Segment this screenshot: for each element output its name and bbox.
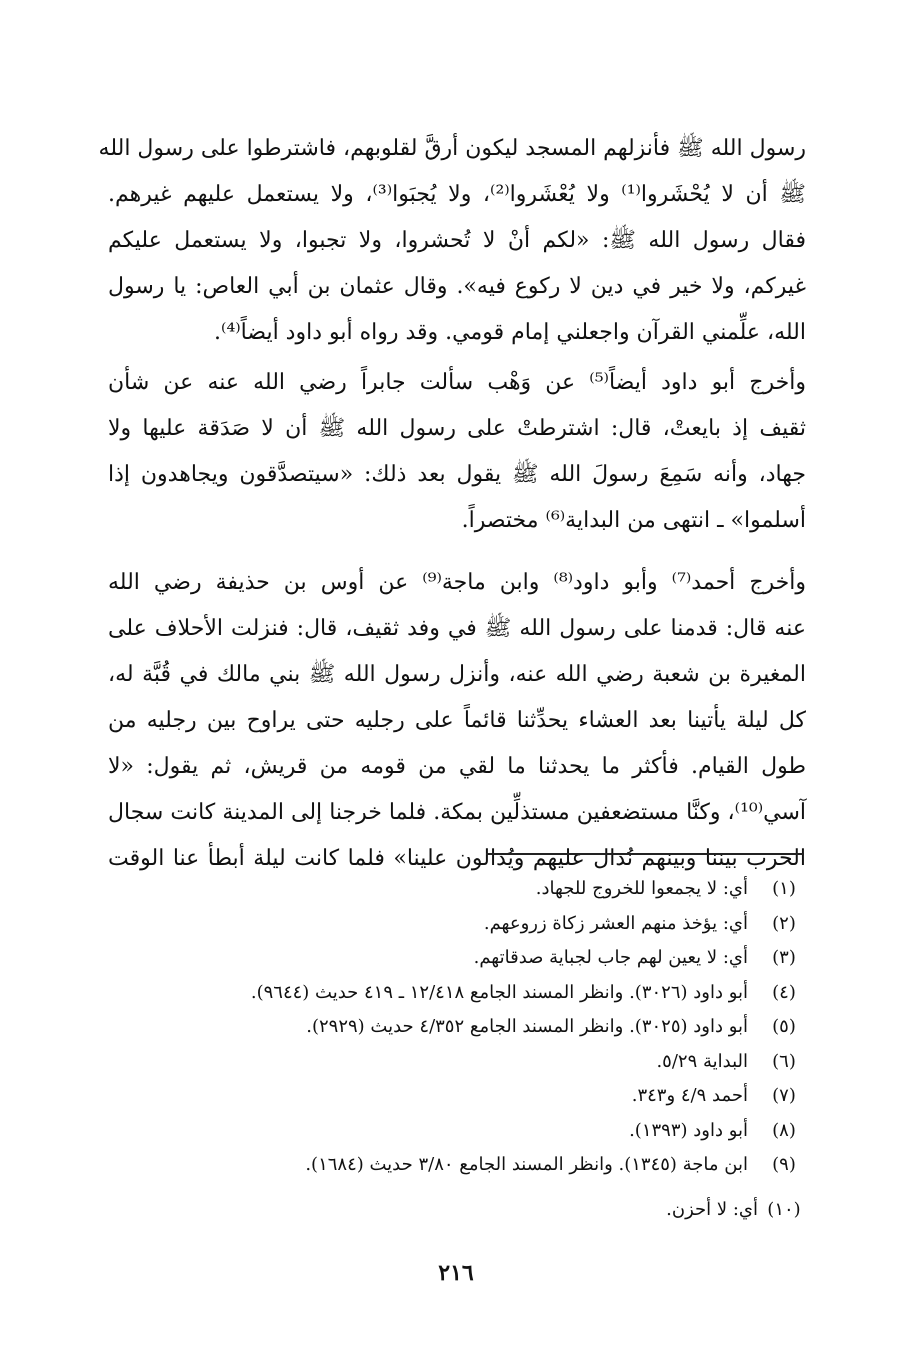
footnote-text: أحمد ٤/٩ و٣٤٣. bbox=[631, 1085, 748, 1106]
footnote bbox=[106, 1148, 806, 1183]
footnote-number: (٤) bbox=[772, 981, 796, 1003]
footnote bbox=[106, 1010, 806, 1045]
footnote-text: البداية ٥/٢٩. bbox=[656, 1050, 748, 1072]
footnote-text: أي: لا يجمعوا للخروج للجهاد. bbox=[535, 878, 748, 899]
footnote-number: (٣) bbox=[772, 947, 796, 968]
footnote-text: أي: يؤخذ منهم العشر زكاة زروعهم. bbox=[483, 912, 748, 934]
main-text bbox=[98, 126, 806, 882]
page-number: ٢١٦ bbox=[438, 1260, 474, 1286]
text-line: وأخرج أبو داود أيضاً⁽⁵⁾ عن وَهْب سألت جابراً رضي الله عنه عن شأن bbox=[108, 370, 806, 395]
footnote-number: (٦) bbox=[772, 1050, 796, 1072]
footnote-separator bbox=[486, 853, 804, 855]
footnote-text: أبو داود (٣٠٢٦). وانظر المسند الجامع ١٢/٤١٨ ـ ٤١٩ حديث (٩٦٤٤). bbox=[250, 981, 748, 1003]
footnote-number: (٨) bbox=[772, 1119, 796, 1141]
text-line: عنه قال: قدمنا على رسول الله ﷺ في وفد ثقيف، قال: فنزلت الأحلاف على bbox=[108, 616, 806, 641]
footnote-text: أبو داود (٣٠٢٥). وانظر المسند الجامع ٤/٣٥٢ حديث (٢٩٢٩). bbox=[306, 1016, 748, 1037]
text-line: فقال رسول الله ﷺ: «لكم أنْ لا تُحشروا، ولا تجبوا، ولا يستعمل عليكم bbox=[108, 228, 806, 253]
footnote-number: (٩) bbox=[772, 1154, 796, 1175]
footnote-text: أبو داود (١٣٩٣). bbox=[629, 1119, 748, 1141]
text-line: الحرب بيننا وبينهم نُدال عليهم ويُدالون علينا» فلما كانت ليلة أبطأ عنا الوقت bbox=[108, 846, 806, 871]
paragraph-2 bbox=[108, 360, 806, 544]
text-line: الله، علِّمني القرآن واجعلني إمام قومي. وقد رواه أبو داود أيضاً⁽⁴⁾. bbox=[214, 320, 806, 345]
footnote-number: (٥) bbox=[772, 1016, 796, 1037]
text-line: غيركم، ولا خير في دين لا ركوع فيه». وقال عثمان بن أبي العاص: يا رسول bbox=[108, 274, 806, 299]
text-line: المغيرة بن شعبة رضي الله عنه، وأنزل رسول الله ﷺ بني مالك في قُبَّة له، bbox=[108, 662, 806, 687]
text-line: ثقيف إذ بايعتْ، قال: اشترطتْ على رسول الله ﷺ أن لا صَدَقة عليها ولا bbox=[108, 416, 806, 441]
footnote bbox=[106, 976, 806, 1011]
footnote-text: ابن ماجة (١٣٤٥). وانظر المسند الجامع ٣/٨٠ حديث (١٦٨٤). bbox=[305, 1154, 748, 1175]
footnote bbox=[106, 907, 806, 942]
text-line: وأخرج أحمد⁽⁷⁾ وأبو داود⁽⁸⁾ وابن ماجة⁽⁹⁾ عن أوس بن حذيفة رضي الله bbox=[108, 570, 806, 595]
paragraph-1 bbox=[98, 126, 806, 356]
footnote-number: (١) bbox=[772, 878, 796, 899]
text-line: طول القيام. فأكثر ما يحدثنا ما لقي من قومه من قريش، ثم يقول: «لا bbox=[108, 754, 806, 779]
paragraph-3 bbox=[108, 560, 806, 882]
paragraph-gap bbox=[108, 544, 806, 560]
footnote bbox=[106, 1114, 806, 1149]
text-line: جهاد، وأنه سَمِعَ رسولَ الله ﷺ يقول بعد ذلك: «سيتصدَّقون ويجاهدون إذا bbox=[108, 462, 806, 487]
footnote-text: أي: لا يعين لهم جاب لجباية صدقاتهم. bbox=[473, 947, 748, 968]
text-line: آسي⁽¹⁰⁾، وكنَّا مستضعفين مستذلِّين بمكة. فلما خرجنا إلى المدينة كانت سجال bbox=[108, 800, 806, 825]
text-line: كل ليلة يأتينا بعد العشاء يحدِّثنا قائماً على رجليه حتى يراوح بين رجليه من bbox=[108, 708, 806, 733]
footnote bbox=[106, 872, 806, 907]
text-line: أسلموا» ـ انتهى من البداية⁽⁶⁾ مختصراً. bbox=[461, 508, 806, 533]
footnote-number: (٢) bbox=[772, 912, 796, 934]
text-line: ﷺ أن لا يُحْشَروا⁽¹⁾ ولا يُعْشَروا⁽²⁾، ولا يُجبَوا⁽³⁾، ولا يستعمل عليهم غيرهم. bbox=[108, 182, 806, 207]
footnote bbox=[106, 1193, 806, 1228]
text-line: رسول الله ﷺ فأنزلهم المسجد ليكون أرقَّ لقلوبهم، فاشترطوا على رسول الله bbox=[98, 136, 806, 161]
footnote bbox=[106, 1045, 806, 1080]
footnote-number: (١٠) bbox=[767, 1198, 801, 1220]
footnote bbox=[106, 941, 806, 976]
footnote-text: أي: لا أحزن. bbox=[666, 1198, 758, 1220]
footnote bbox=[106, 1079, 806, 1114]
footnote-number: (٧) bbox=[772, 1085, 796, 1106]
footnotes bbox=[106, 872, 806, 1227]
